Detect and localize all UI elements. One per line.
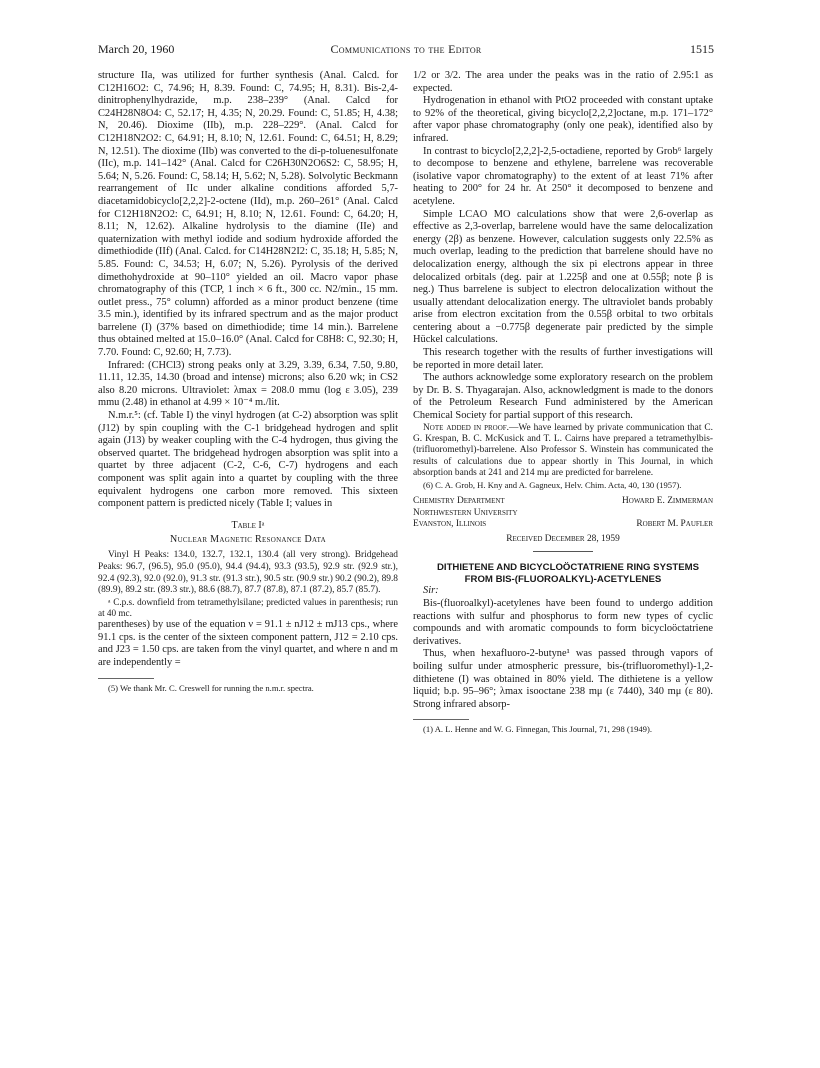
paragraph: The authors acknowledge some exploratory research on the problem by Dr. B. S. Thyagarajan. Also, acknowledgment is made to the donors of the Petroleum Research Fund administered by the American Chemical Society for partial support of this research. bbox=[413, 372, 713, 422]
affiliation-block bbox=[413, 496, 713, 530]
paragraph: N.m.r.⁵: (cf. Table I) the vinyl hydrogen (at C-2) absorption was split (J12) by spin coupling with the C-1 bridgehead hydrogen and split again (J13) by weaker coupling with the C-4 hydrogen, thus giving the observed quartet. The bridgehead hydrogen absorption was split into a quartet by three adjacent (C-2, C-6, C-7) hydrogens and each component was split again into a quartet by coupling with the three equivalent hydrogens one carbon more removed. This sixteen component pattern is predicted nicely (Table I; values in bbox=[98, 410, 398, 510]
paragraph: 1/2 or 3/2. The area under the peaks was in the ratio of 2.95:1 as expected. bbox=[413, 70, 713, 94]
running-header bbox=[98, 42, 714, 58]
author-name: Robert M. Paufler bbox=[636, 519, 713, 530]
affiliation-city: Evanston, Illinois bbox=[413, 519, 487, 530]
footnote-rule bbox=[98, 678, 154, 679]
received-date: Received December 28, 1959 bbox=[506, 533, 620, 544]
affiliation-university: Northwestern University bbox=[413, 507, 518, 518]
paragraph: Bis-(fluoroalkyl)-acetylenes have been found to undergo addition reactions with sulfur and phosphorus to form new types of cyclic compounds and with aromatic compounds to form bicycloöctatriene derivatives. bbox=[413, 598, 713, 647]
paragraph: Infrared: (CHCl3) strong peaks only at 3.29, 3.39, 6.34, 7.50, 9.80, 11.11, 12.35, 14.30 (broad and intense) microns; also 6.20 wk; in CS2 also 8.20 microns. Ultraviolet: λmax = 208.0 mmu (log ε 3.05), 239 mmu (2.48) in ethanol at 4.99 × 10⁻⁴ m./lit. bbox=[98, 359, 398, 409]
table-text: Vinyl H Peaks: 134.0, 132.7, 132.1, 130.4 (all very strong). Bridgehead Peaks: 96.7, (96.5), 95.0 (95.0), 94.4 (94.4), 93.3 (93.5), 92.9 str. (92.9 str.), 92.4 (92.3), 92.0 (92.0), 91.3 str. (91.3 str.), 90.5 str. (90.9 str.) 90.2 (90.2), 89.8 (89.9), 89.2 str. (89.3 str.), 88.6 (88.7), 87.7 (87.8), 87.1 (87.2), 85.7 (85.7). bbox=[98, 549, 398, 596]
header-page-number: 1515 bbox=[690, 42, 714, 56]
table-body bbox=[98, 550, 398, 597]
author-name: Howard E. Zimmerman bbox=[622, 496, 713, 507]
note-added-in-proof bbox=[413, 423, 713, 480]
note-text: —We have learned by private communication that C. G. Krespan, B. C. McKusick and T. L. Cairns have prepared a tetramethylbis-(trifluoromethyl)-barrelene. Also Professor S. Winstein has communicated the results of calculations due to appear shortly in This Journal, in which absorption bands at 241 and 214 mμ are predicted for barrelene. bbox=[413, 422, 713, 479]
footnote-rule bbox=[413, 719, 469, 720]
article-title: DITHIETENE AND BICYCLOÖCTATRIENE RING SYSTEMS FROM BIS-(FLUOROALKYL)-ACETYLENES bbox=[436, 562, 700, 585]
affiliation-dept: Chemistry Department bbox=[413, 496, 505, 507]
footnote: (6) C. A. Grob, H. Kny and A. Gagneux, Helv. Chim. Acta, 40, 130 (1957). bbox=[423, 479, 682, 490]
note-lead: Note added in proof. bbox=[423, 422, 510, 433]
salutation: Sir: bbox=[423, 585, 439, 597]
left-column bbox=[98, 70, 398, 693]
paragraph: This research together with the results of further investigations will be reported in more detail later. bbox=[413, 347, 713, 371]
table-caption: Table Iᵃ bbox=[231, 519, 265, 531]
header-section: Communications to the Editor bbox=[330, 42, 482, 56]
footnote: (5) We thank Mr. C. Creswell for running the n.m.r. spectra. bbox=[108, 682, 314, 693]
paragraph: parentheses) by use of the equation ν = 91.1 ± nJ12 ± mJ13 cps., where 91.1 cps. is the center of the sixteen component pattern, J12 = 2.10 cps. and J23 = 1.50 cps. are taken from the vinyl quartet, and where n and m are independently = bbox=[98, 619, 398, 668]
paragraph: Hydrogenation in ethanol with PtO2 proceeded with constant uptake to 92% of the theoretical, giving bicyclo[2,2,2]octane, m.p. 171–172° after vapor phase chromatography (only one peak), identified also by infrared. bbox=[413, 95, 713, 144]
table-title: Nuclear Magnetic Resonance Data bbox=[170, 534, 326, 546]
paragraph: Simple LCAO MO calculations show that were 2,6-overlap as effective as 2,3-overlap, barrelene would have the same delocalization energy (2β) as benzene. However, calculation suggests only 22.5% as much overlap, leading to the prediction that barrelene should have no delocalization energy, although the six pi electrons appear in three delocalized orbitals (deg. pair at 1.225β and one at 0.55β; note β is neg.) Thus barrelene is subject to electron delocalization without the usually attendant delocalization energy. The ultraviolet bands probably arise from electron excitation from the 0.55β orbital to two orbitals centering about a −0.775β degenerate pair predicted by the simple Hückel calculations. bbox=[413, 208, 713, 346]
article-separator bbox=[533, 551, 593, 552]
paragraph: structure IIa, was utilized for further synthesis (Anal. Calcd. for C12H16O2: C, 74.96; H, 8.39. Found: C, 74.95; H, 8.31). Bis-2,4-dinitrophenylhydrazide, m.p. 238–239° (Anal. Calcd for C24H28N8O4: C, 52.17; H, 4.35; N, 20.29. Found: C, 51.85; H, 4.38; N, 20.46). Dioxime (IIb), m.p. 228–229°. (Anal. Calcd for C12H18N2O2: C, 64.91; H, 8.10; N, 12.61. Found: C, 64.51; H, 8.29; N, 12.51). The dioxime (IIb) was converted to the di-p-toluenesulfonate (IIc), m.p. 141–142° (Anal. Calcd for C26H30N2O6S2: C, 58.95; H, 5.64; N, 5.26. Found: C, 58.14; H, 5.62; N, 5.28). Solvolytic Beckmann rearrangement of IIc under alkaline conditions afforded 5,7-diacetamidobicyclo[2,2,2]-2-octene (IId), m.p. 260–261° (Anal. Calcd for C12H18N2O2: C, 64.91; H, 8.10; N, 12.61. Found: C, 64.20; H, 8.11; N, 12.62). Alkaline hydrolysis to the diamine (IIe) and quaternization with methyl iodide and sodium hydroxide afforded the dimethiodide (IIf) (Anal. Calcd. for C14H28N2I2: C, 35.18; H, 5.85; N, 5.85. Found: C, 34.53; H, 6.07; N, 5.26). Pyrolysis of the derived dimethohydroxide at 90–110° yielded an oil. Macro vapor phase chromatography of this (TCP, 1 inch × 6 ft., 300 cc. N2/min., 15 mm. outlet press., 75° column) afforded as a minor product benzene (time 3.5 min.), identified by its infrared spectrum and as the major product barrelene (I) (37% based on dimethiodide; time 14 min.). Barrelene thus obtained melted at 15.0–16.0° (Anal. Calcd for C8H8: C, 92.30; H, 7.70. Found: C, 92.60; H, 7.73). bbox=[98, 70, 398, 359]
paragraph: Thus, when hexafluoro-2-butyne¹ was passed through vapors of boiling sulfur under atmospheric pressure, bis-(trifluoromethyl)-1,2-dithietene (I) was obtained in 80% yield. The dithietene is a yellow liquid; b.p. 95–96°; λmax isooctane 238 mμ (ε 7440), 340 mμ (ε 80). Strong infrared absorp- bbox=[413, 648, 713, 710]
table-footnote: ᵃ C.p.s. downfield from tetramethylsilane; predicted values in parenthesis; run at 40 mc. bbox=[98, 597, 398, 619]
right-column bbox=[413, 70, 713, 735]
header-date: March 20, 1960 bbox=[98, 42, 175, 56]
footnote: (1) A. L. Henne and W. G. Finnegan, This Journal, 71, 298 (1949). bbox=[423, 724, 652, 735]
paragraph: In contrast to bicyclo[2,2,2]-2,5-octadiene, reported by Grob⁶ largely to decompose to benzene and ethylene, barrelene was recoverable (isolative vapor chromatography) to the extent of at least 71% after heating to 200° for 24 hr. At 250° it decomposed to benzene and acetylene. bbox=[413, 145, 713, 207]
